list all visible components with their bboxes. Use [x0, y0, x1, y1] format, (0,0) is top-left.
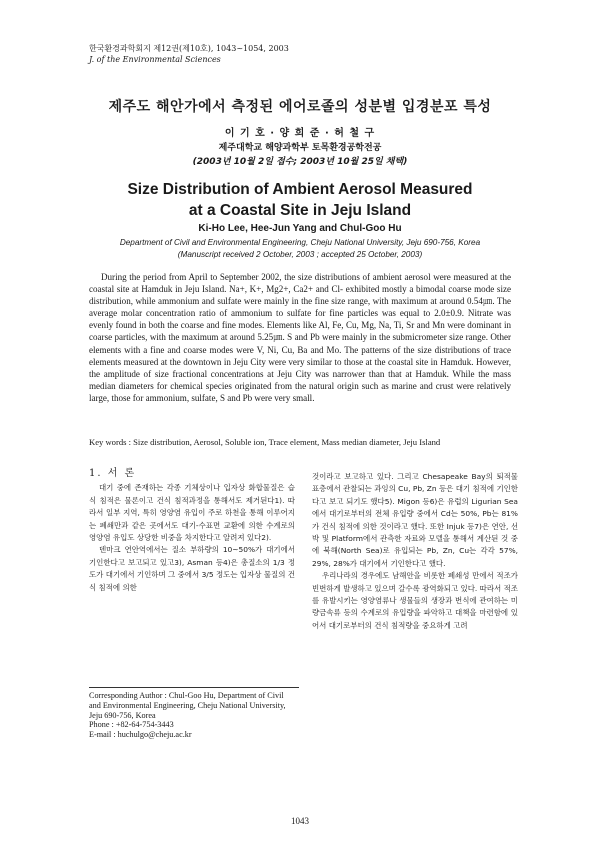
abstract: During the period from April to September 2002, the size distributions of ambient aerosol were measured at the coastal site at Hamduk in Jeju Island. Na+, K+, Mg2+, Ca2+ and Cl- exhibited mostly a bimodal coarse mode size distribution, while ammonium and sulfate were mainly in the fine size range, with maximum at around 0.54㎛. The average molar concentration ratio of ammonium to sulfate for fine particles was equal to 2.0±0.9. Nitrate was evenly found in both the coarse and fine modes. Elements like Al, Fe, Cu, Mg, Na, Ti, Sr and Mn were dominant in coarse particles, with the maximum at around 5.25㎛. S and Pb were mainly in the submicrometer size range. Other elements with a fine and coarse modes were V, Ni, Cu, Ba and Mo. The patterns of the size distributions of trace elements measured at the downtown in Jeju City were very similar to those at the coastal site in Hamduk. However, the amplitude of size fractional concentrations at Jeju City was narrower than that at Hamduk. While the mass median diameters for chemical species originated from the natural origin such as marine and crust were relatively large, those for ammonium, sulfate, S and Pb were very small. — [89, 272, 511, 403]
right-column — [312, 471, 518, 632]
affiliation-english: Department of Civil and Environmental Engineering, Cheju National University, Jeju 690-756, Korea — [119, 238, 481, 247]
authors-korean: 이 기 호 · 양 희 준 · 허 철 구 — [224, 128, 376, 139]
body-paragraph: 대기 중에 존재하는 각종 기체상이나 입자상 화합물질은 습식 침적은 물론이고 건식 침적과정을 통해서도 제거된다1). 따라서 일부 지역, 특히 영양염 유입이 주로 하천을 통해 이루어지는 폐쇄만과 같은 곳에서도 대기-수표면 교환에 의한 수계로의 영양염 유입도 상당한 비중을 차지한다고 알려져 있다2). — [89, 483, 295, 543]
footnote-line: Corresponding Author : Chul-Goo Hu, Department of Civil — [89, 691, 284, 700]
title-korean: 제주도 해안가에서 측정된 에어로졸의 성분별 입경분포 특성 — [108, 99, 492, 115]
left-column — [89, 468, 295, 594]
affiliation-korean: 제주대학교 해양과학부 토목환경공학전공 — [218, 143, 382, 153]
title-english-line2: at a Coastal Site in Jeju Island — [188, 202, 412, 219]
journal-name-en: J. of the Environmental Sciences — [89, 55, 221, 64]
body-paragraph: 덴마크 연안역에서는 질소 부하량의 10~50%가 대기에서 기인한다고 보고되고 있고3), Asman 등4)은 총질소의 1/3 정도가 대기에서 기인하며 그 중에서 3/5 정도는 입자상 물질의 건식 침적에 의한 — [89, 545, 295, 592]
journal-citation-kr: 한국환경과학회지 제12권(제10호), 1043~1054, 2003 — [89, 44, 289, 53]
body-paragraph: 우리나라의 경우에도 남해안을 비롯한 폐쇄성 만에서 적조가 빈번하게 발생하고 있으며 갈수록 광역화되고 있다. 따라서 적조를 유발시키는 영양염류나 생물들의 생장과 번식에 관여하는 미량금속류 등의 수계로의 유입량을 파악하고 대책을 마련함에 있어서 대기로부터의 건식 침적량을 중요하게 고려 — [312, 571, 518, 630]
received-english: (Manuscript received 2 October, 2003 ; accepted 25 October, 2003) — [177, 250, 423, 259]
keywords: Key words : Size distribution, Aerosol, Soluble ion, Trace element, Mass median diameter, Jeju Island — [89, 437, 441, 447]
affiliation-english-block — [0, 237, 600, 261]
section-heading-introduction: 1. 서 론 — [89, 468, 137, 479]
page-number: 1043 — [291, 816, 309, 826]
korean-author-block — [0, 127, 600, 169]
authors-english: Ki-Ho Lee, Hee-Jun Yang and Chul-Goo Hu — [198, 223, 402, 234]
journal-header — [89, 43, 289, 65]
footnote-line: and Environmental Engineering, Cheju National University, — [89, 700, 286, 710]
title-english — [0, 179, 600, 221]
corresponding-author-footnote — [89, 687, 299, 740]
footnote-line: Jeju 690-756, Korea — [89, 710, 156, 720]
received-korean: (2003년 10월 2일 접수; 2003년 10월 25일 채택) — [192, 157, 408, 167]
footnote-email: E-mail : huchulgo@cheju.ac.kr — [89, 730, 192, 740]
body-paragraph: 것이라고 보고하고 있다. 그리고 Chesapeake Bay의 퇴적물 표층에서 관찰되는 과잉의 Cu, Pb, Zn 등은 대기 침적에 기인한다고 보고 되기도 했다5). Migon 등6)은 유럽의 Ligurian Sea에서 대기로부터의 전체 유입량 중에서 Cd는 50%, Pb는 81%가 건식 침적에 의한 것이라고 했다. 또한 Injuk 등7)은 연안, 선박 및 Platform에서 관측한 자료와 모델을 통해서 계산된 것 중에 북해(North Sea)로 유입되는 Pb, Zn, Cu는 각각 57%, 29%, 28%가 대기에서 기인한다고 했다. — [312, 472, 518, 568]
footnote-phone: Phone : +82-64-754-3443 — [89, 720, 174, 730]
title-english-line1: Size Distribution of Ambient Aerosol Measured — [127, 181, 473, 198]
